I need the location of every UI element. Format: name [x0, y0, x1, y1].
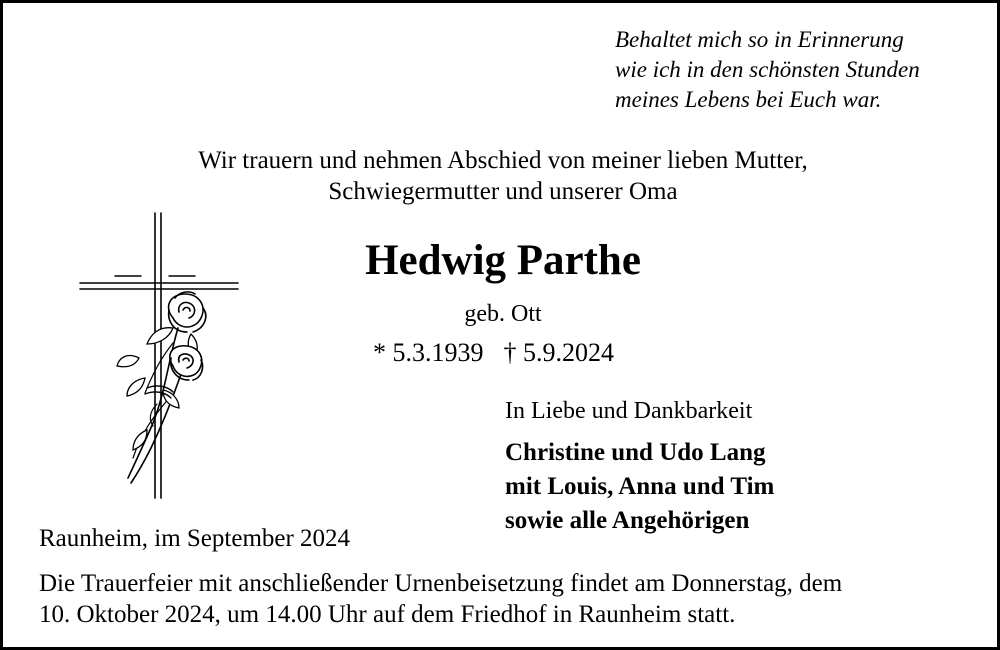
intro-line: Wir trauern und nehmen Abschied von meiner lieben Mutter,	[198, 147, 808, 174]
life-dates	[373, 338, 614, 368]
intro-line: Schwiegermutter und unserer Oma	[328, 178, 678, 205]
birth-name: geb. Ott	[464, 301, 542, 327]
deceased-name: Hedwig Parthe	[365, 237, 641, 284]
funeral-notice	[39, 568, 969, 630]
cross-with-roses-icon	[73, 208, 248, 508]
mourners-list	[505, 436, 774, 538]
birth-date: * 5.3.1939	[373, 338, 484, 367]
mourner-line: Christine und Udo Lang	[505, 439, 766, 466]
mourners-heading: In Liebe und Dankbarkeit	[505, 398, 753, 424]
poem-line: meines Lebens bei Euch war.	[615, 87, 882, 112]
poem-line: wie ich in den schönsten Stunden	[615, 57, 920, 82]
mourner-line: mit Louis, Anna und Tim	[505, 473, 775, 500]
notice-line: 10. Oktober 2024, um 14.00 Uhr auf dem Friedhof in Raunheim statt.	[39, 601, 736, 628]
death-date: † 5.9.2024	[503, 338, 614, 367]
poem-line: Behaltet mich so in Erinnerung	[615, 27, 904, 52]
place-date: Raunheim, im September 2024	[39, 525, 351, 552]
intro-text	[3, 145, 1000, 207]
mourner-line: sowie alle Angehörigen	[505, 507, 750, 534]
poem-verse	[615, 25, 920, 115]
notice-line: Die Trauerfeier mit anschließender Urnenbeisetzung findet am Donnerstag, dem	[39, 570, 843, 597]
